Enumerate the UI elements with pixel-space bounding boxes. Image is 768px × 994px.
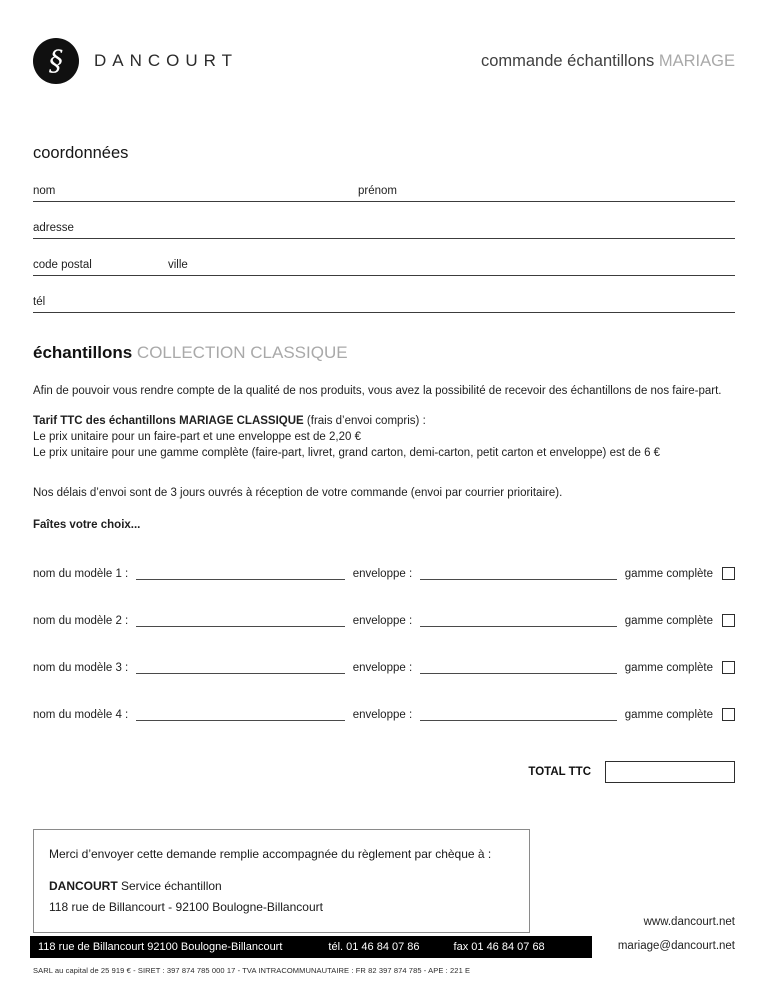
gamme-4-checkbox[interactable]: [722, 708, 735, 721]
logo-glyph: §: [49, 44, 63, 77]
total-ttc-label: TOTAL TTC: [528, 766, 591, 778]
modele-2-label: nom du modèle 2 :: [33, 615, 129, 627]
echantillons-heading: [33, 343, 735, 363]
modele-4-input-line[interactable]: [136, 718, 344, 721]
document-title-main: commande échantillons: [480, 51, 659, 70]
modele-3-input-line[interactable]: [136, 671, 344, 674]
model-row-4: [33, 706, 735, 721]
tarif-heading: [33, 413, 735, 429]
document-title: [481, 52, 735, 71]
tarif-heading-rest: (frais d’envoi compris) :: [303, 415, 426, 427]
payment-instructions-box: [33, 829, 530, 933]
modele-3-label: nom du modèle 3 :: [33, 662, 129, 674]
echantillons-heading-bold: échantillons: [33, 343, 137, 362]
footer-address: 118 rue de Billancourt 92100 Boulogne-Billancourt: [38, 941, 283, 953]
ville-label: ville: [168, 259, 188, 271]
payment-line3: 118 rue de Billancourt - 92100 Boulogne-Billancourt: [49, 900, 323, 914]
echantillons-heading-light: COLLECTION CLASSIQUE: [136, 343, 348, 362]
tarif-block: [33, 413, 735, 461]
gamme-1-checkbox[interactable]: [722, 567, 735, 580]
footer-bar: [30, 936, 592, 958]
enveloppe-1-label: enveloppe :: [352, 568, 413, 580]
enveloppe-4-input-line[interactable]: [420, 718, 617, 721]
dancourt-logo-icon: [33, 38, 79, 84]
nom-prenom-input-line[interactable]: [33, 165, 735, 202]
enveloppe-2-label: enveloppe :: [352, 615, 413, 627]
prenom-label: prénom: [358, 185, 397, 197]
footer-tel: tél. 01 46 84 07 86: [328, 941, 420, 953]
modele-1-input-line[interactable]: [136, 577, 344, 580]
adresse-label: adresse: [33, 222, 74, 234]
modele-4-label: nom du modèle 4 :: [33, 709, 129, 721]
adresse-input-line[interactable]: [33, 202, 735, 239]
choix-label: Faîtes votre choix...: [33, 519, 141, 531]
enveloppe-4-label: enveloppe :: [352, 709, 413, 721]
payment-line2-bold: DANCOURT: [49, 879, 118, 893]
modele-2-input-line[interactable]: [136, 624, 344, 627]
tel-label: tél: [33, 296, 46, 308]
website-link[interactable]: www.dancourt.net: [643, 916, 735, 928]
gamme-1-label: gamme complète: [624, 568, 713, 580]
enveloppe-3-input-line[interactable]: [420, 671, 617, 674]
tarif-line1: Le prix unitaire pour un faire-part et une enveloppe est de 2,20 €: [33, 431, 361, 443]
model-row-1: [33, 565, 735, 580]
gamme-4-label: gamme complète: [624, 709, 713, 721]
intro-paragraph: Afin de pouvoir vous rendre compte de la qualité de nos produits, vous avez la possibilité de recevoir des échantillons de nos faire-part.: [33, 385, 722, 397]
brand: [33, 38, 238, 84]
legal-line: SARL au capital de 25 919 € - SIRET : 397 874 785 000 17 - TVA INTRACOMMUNAUTAIRE : FR 82 397 874 785 - APE : 221 E: [33, 966, 471, 975]
nom-label: nom: [33, 185, 56, 197]
coordonnees-fields: [33, 165, 735, 313]
footer-fax: fax 01 46 84 07 68: [453, 941, 545, 953]
email-link[interactable]: mariage@dancourt.net: [617, 940, 735, 952]
total-row: [33, 761, 735, 783]
tel-input-line[interactable]: [33, 276, 735, 313]
code-postal-ville-input-line[interactable]: [33, 239, 735, 276]
model-row-3: [33, 659, 735, 674]
brand-name: DANCOURT: [94, 51, 239, 70]
tarif-line2: Le prix unitaire pour une gamme complète (faire-part, livret, grand carton, demi-carton, petit carton et enveloppe) est de 6 €: [33, 447, 661, 459]
payment-line2-rest: Service échantillon: [117, 879, 222, 893]
payment-line2: [49, 879, 514, 893]
gamme-2-checkbox[interactable]: [722, 614, 735, 627]
coordonnees-heading: coordonnées: [33, 144, 129, 162]
model-rows: [33, 565, 735, 721]
gamme-3-checkbox[interactable]: [722, 661, 735, 674]
payment-line1: Merci d’envoyer cette demande remplie accompagnée du règlement par chèque à :: [49, 847, 492, 861]
tarif-heading-bold: Tarif TTC des échantillons MARIAGE CLASSIQUE: [33, 415, 304, 427]
delais-paragraph: Nos délais d’envoi sont de 3 jours ouvrés à réception de votre commande (envoi par courrier prioritaire).: [33, 487, 563, 499]
enveloppe-1-input-line[interactable]: [420, 577, 617, 580]
modele-1-label: nom du modèle 1 :: [33, 568, 129, 580]
code-postal-label: code postal: [33, 259, 92, 271]
enveloppe-2-input-line[interactable]: [420, 624, 617, 627]
model-row-2: [33, 612, 735, 627]
enveloppe-3-label: enveloppe :: [352, 662, 413, 674]
header: [0, 0, 768, 84]
total-ttc-input[interactable]: [605, 761, 735, 783]
gamme-2-label: gamme complète: [624, 615, 713, 627]
gamme-3-label: gamme complète: [624, 662, 713, 674]
document-title-light: MARIAGE: [658, 51, 735, 70]
